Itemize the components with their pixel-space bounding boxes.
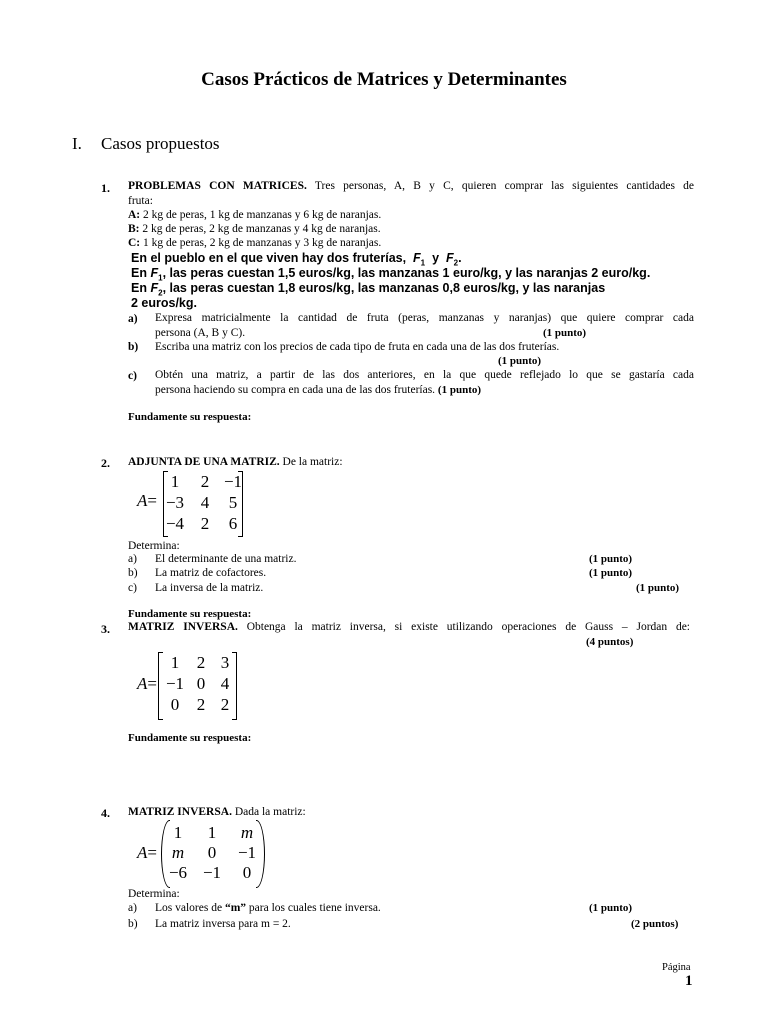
matrix-3-cell: 3 [220,653,230,672]
item-4a-label: a) [128,902,137,914]
matrix-2-cell: −4 [165,514,185,533]
item-4b-points: (2 puntos) [631,918,679,930]
matrix-2-label: A= [137,491,157,510]
f2-prices-cont: 2 euros/kg. [131,296,197,310]
row-c: C: 1 kg de peras, 2 kg de manzanas y 3 kg de naranjas. [128,237,382,249]
item-1b-points: (1 punto) [498,355,542,367]
matrix-2-cell: 2 [200,514,210,533]
item-4b-label: b) [128,918,138,930]
matrix-4-cell: 1 [173,823,183,842]
section-number: I. [72,134,82,153]
matrix-3-cell: 2 [196,653,206,672]
f2-prices: En $F_2$, las peras cuestan 1,8 euros/kg, las manzanas 0,8 euros/kg, y las naranjas [131,281,606,298]
item-1c-text: Obtén una matriz, a partir de las dos anteriores, en la que quede reflejado lo que se gastaría cada [155,369,694,381]
matrix-4-cell: −1 [237,843,257,862]
matrix-2-cell: 2 [200,472,210,491]
item-2a-text: El determinante de una matriz. [155,553,297,565]
row-b: B: 2 kg de peras, 2 kg de manzanas y 4 kg de naranjas. [128,223,381,235]
matrix-4-cell: m [171,843,185,862]
item-2c-points: (1 punto) [636,582,680,594]
item-2c-label: c) [128,582,137,594]
problem-2-heading: ADJUNTA DE UNA MATRIZ. [128,456,280,468]
matrix-2-cell: 5 [228,493,238,512]
problem-1-intro: PROBLEMAS CON MATRICES. Tres personas, A, B y C, quieren comprar las siguientes cantidades de [128,180,695,192]
problem-4-intro: MATRIZ INVERSA. Dada la matriz: [128,806,306,818]
problem-2-number: 2. [101,456,110,470]
item-1a-text: Expresa matricialmente la cantidad de fruta (peras, manzanas y naranjas) que quiere comprar cada [155,312,694,324]
problem-3-fundamente: Fundamente su respuesta: [128,732,252,744]
problem-4-heading: MATRIZ INVERSA. [128,806,232,818]
matrix-4-cell: m [240,823,254,842]
problem-3-heading: MATRIZ INVERSA. [128,621,238,633]
problem-4-determina: Determina: [128,888,180,900]
item-2b-points: (1 punto) [589,567,633,579]
item-4b-text: La matriz inversa para m = 2. [155,918,291,930]
footer-pagina: Página [662,962,691,973]
matrix-3-cell: 0 [196,674,206,693]
item-2a-label: a) [128,553,137,565]
matrix-3-cell: −1 [165,674,185,693]
page-number: 1 [685,973,693,989]
matrix-3-cell: 2 [220,695,230,714]
matrix-4-cell: 0 [207,843,217,862]
problem-4-number: 4. [101,806,110,820]
problem-2-determina: Determina: [128,540,180,552]
problem-2-fundamente: Fundamente su respuesta: [128,608,252,620]
matrix-2-cell: −3 [165,493,185,512]
problem-3-intro: MATRIZ INVERSA. Obtenga la matriz inversa, si existe utilizando operaciones de Gauss – Jordan de: [128,621,690,633]
matrix-4-cell: 1 [207,823,217,842]
item-1b-label: b) [128,341,139,353]
item-1c-points: (1 punto) [437,384,482,396]
document-title: Casos Prácticos de Matrices y Determinantes [201,69,567,90]
item-1a-points: (1 punto) [543,327,587,339]
problem-1-intro-cont: fruta: [128,195,153,207]
item-2c-text: La inversa de la matriz. [155,582,264,594]
item-1a-label: a) [128,313,138,325]
matrix-3-cell: 1 [170,653,180,672]
matrix-3-cell: 2 [196,695,206,714]
problem-1-fundamente: Fundamente su respuesta: [128,411,252,423]
item-1c-label: c) [128,370,137,382]
item-1b-text: Escriba una matriz con los precios de cada tipo de fruta en cada una de las dos fruterías. [155,341,560,353]
matrix-3-cell: 4 [220,674,230,693]
problem-1-heading: PROBLEMAS CON MATRICES. [128,180,307,192]
problem-3-points: (4 puntos) [586,636,634,648]
item-2b-label: b) [128,567,138,579]
pueblo-line: En el pueblo en el que viven hay dos fruterías, $F_1$ y $F_2$. [131,251,462,268]
item-1c-text-cont: persona haciendo su compra en cada una de las dos fruterías. (1 punto) [155,384,482,396]
row-a: A: 2 kg de peras, 1 kg de manzanas y 6 kg de naranjas. [128,209,382,221]
matrix-4-cell: −6 [168,863,188,882]
section-title: Casos propuestos [101,134,220,153]
matrix-2-cell: 6 [228,514,238,533]
item-1a-text-cont: persona (A, B y C). [155,327,246,339]
problem-2-intro: ADJUNTA DE UNA MATRIZ. De la matriz: [128,456,343,468]
matrix-4-cell: 0 [242,863,252,882]
item-4a-points: (1 punto) [589,902,633,914]
problem-3-number: 3. [101,622,110,636]
matrix-4-cell: −1 [202,863,222,882]
matrix-2-cell: −1 [223,472,243,491]
item-4a-text: Los valores de “m” para los cuales tiene inversa. [155,902,381,914]
matrix-3-cell: 0 [170,695,180,714]
item-2b-text: La matriz de cofactores. [155,567,267,579]
matrix-4-label: A= [137,843,157,862]
matrix-3-label: A= [137,674,157,693]
matrix-2-cell: 1 [170,472,180,491]
item-2a-points: (1 punto) [589,553,633,565]
f1-prices: En $F_1$, las peras cuestan 1,5 euros/kg, las manzanas 1 euro/kg, y las naranjas 2 euro/kg. [131,266,651,283]
problem-1-number: 1. [101,181,110,195]
matrix-2-cell: 4 [200,493,210,512]
